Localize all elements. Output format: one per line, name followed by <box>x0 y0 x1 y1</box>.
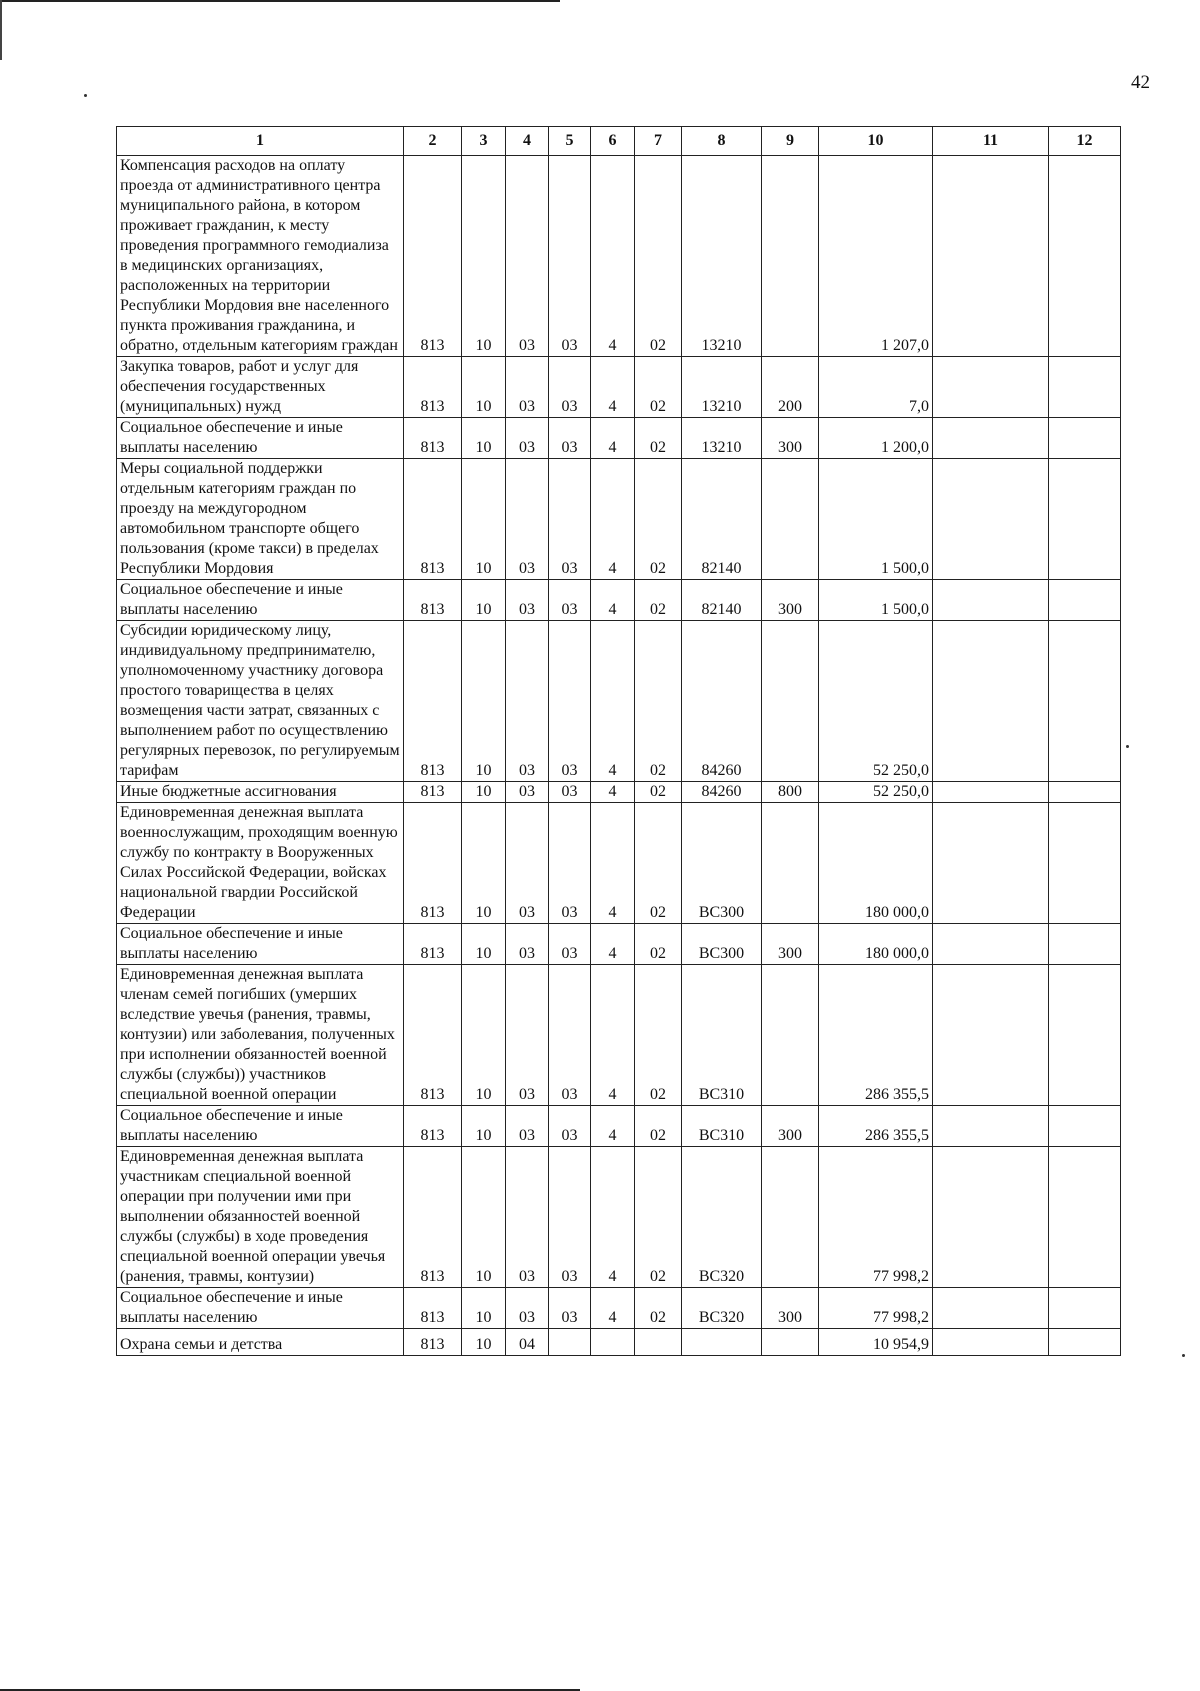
table-row <box>117 156 1121 357</box>
cell-11 <box>933 1288 1049 1329</box>
table-row <box>117 580 1121 621</box>
cell-amount: 286 355,5 <box>819 1106 933 1147</box>
cell-code-9: 300 <box>762 924 819 965</box>
cell-11 <box>933 965 1049 1106</box>
cell-12 <box>1049 580 1121 621</box>
cell-code-7: 02 <box>635 1147 682 1288</box>
row-description: Закупка товаров, работ и услуг для обеспечения государственных (муниципальных) нужд <box>117 357 404 418</box>
cell-code-4: 03 <box>506 459 549 580</box>
row-description: Единовременная денежная выплата военнослужащим, проходящим военную службу по контракту в Вооруженных Силах Российской Федерации, войсках национальной гвардии Российской Федерации <box>117 803 404 924</box>
cell-code-9 <box>762 621 819 782</box>
cell-12 <box>1049 459 1121 580</box>
cell-code-8: 82140 <box>682 459 762 580</box>
table-row <box>117 621 1121 782</box>
table-row <box>117 1147 1121 1288</box>
col-header: 6 <box>591 127 635 156</box>
cell-12 <box>1049 418 1121 459</box>
col-header: 3 <box>462 127 506 156</box>
cell-code-7: 02 <box>635 621 682 782</box>
cell-code-7: 02 <box>635 357 682 418</box>
page-number: 42 <box>1131 72 1150 93</box>
cell-code-4: 03 <box>506 965 549 1106</box>
cell-code-9 <box>762 1329 819 1356</box>
cell-code-5: 03 <box>549 924 591 965</box>
table-row <box>117 459 1121 580</box>
row-description: Социальное обеспечение и иные выплаты населению <box>117 1288 404 1329</box>
cell-amount: 180 000,0 <box>819 924 933 965</box>
cell-11 <box>933 156 1049 357</box>
cell-code-7: 02 <box>635 459 682 580</box>
cell-amount: 77 998,2 <box>819 1147 933 1288</box>
cell-code-6: 4 <box>591 357 635 418</box>
col-header: 12 <box>1049 127 1121 156</box>
cell-code-3: 10 <box>462 924 506 965</box>
cell-amount: 10 954,9 <box>819 1329 933 1356</box>
cell-12 <box>1049 156 1121 357</box>
cell-code-3: 10 <box>462 580 506 621</box>
cell-code-5: 03 <box>549 580 591 621</box>
col-header: 1 <box>117 127 404 156</box>
header-row <box>117 127 1121 156</box>
row-description: Иные бюджетные ассигнования <box>117 782 404 803</box>
cell-code-8: ВС300 <box>682 924 762 965</box>
table-row <box>117 924 1121 965</box>
budget-table <box>116 126 1121 1356</box>
cell-code-5: 03 <box>549 1106 591 1147</box>
row-description: Единовременная денежная выплата участникам специальной военной операции при получении ими при выполнении обязанностей военной службы (службы) в ходе проведения специальной военной операции увечья (ранения, травмы, контузии) <box>117 1147 404 1288</box>
cell-code-3: 10 <box>462 357 506 418</box>
cell-code-3: 10 <box>462 965 506 1106</box>
cell-code-4: 03 <box>506 418 549 459</box>
cell-code-6: 4 <box>591 965 635 1106</box>
cell-code-6: 4 <box>591 156 635 357</box>
cell-code-4: 03 <box>506 1106 549 1147</box>
cell-code-8: ВС320 <box>682 1147 762 1288</box>
cell-code-7: 02 <box>635 418 682 459</box>
cell-code-7: 02 <box>635 156 682 357</box>
cell-code-2: 813 <box>404 1288 462 1329</box>
col-header: 7 <box>635 127 682 156</box>
col-header: 8 <box>682 127 762 156</box>
table-row <box>117 803 1121 924</box>
cell-12 <box>1049 1106 1121 1147</box>
cell-code-2: 813 <box>404 1106 462 1147</box>
cell-code-6: 4 <box>591 1288 635 1329</box>
table-row <box>117 418 1121 459</box>
cell-amount: 1 500,0 <box>819 459 933 580</box>
cell-code-2: 813 <box>404 1329 462 1356</box>
cell-11 <box>933 1147 1049 1288</box>
cell-code-2: 813 <box>404 1147 462 1288</box>
cell-amount: 7,0 <box>819 357 933 418</box>
cell-code-3: 10 <box>462 1288 506 1329</box>
cell-code-3: 10 <box>462 1147 506 1288</box>
cell-code-2: 813 <box>404 965 462 1106</box>
scan-edge-top <box>0 0 560 2</box>
cell-code-8 <box>682 1329 762 1356</box>
cell-code-4: 03 <box>506 924 549 965</box>
cell-code-6: 4 <box>591 580 635 621</box>
cell-code-2: 813 <box>404 621 462 782</box>
cell-code-9: 800 <box>762 782 819 803</box>
cell-code-6: 4 <box>591 621 635 782</box>
cell-12 <box>1049 621 1121 782</box>
cell-code-3: 10 <box>462 782 506 803</box>
cell-code-6: 4 <box>591 1106 635 1147</box>
cell-12 <box>1049 803 1121 924</box>
col-header: 10 <box>819 127 933 156</box>
cell-code-5: 03 <box>549 357 591 418</box>
cell-code-3: 10 <box>462 803 506 924</box>
cell-11 <box>933 803 1049 924</box>
cell-code-6: 4 <box>591 803 635 924</box>
row-description: Социальное обеспечение и иные выплаты населению <box>117 418 404 459</box>
cell-amount: 1 500,0 <box>819 580 933 621</box>
scan-speck <box>84 94 87 97</box>
cell-code-2: 813 <box>404 580 462 621</box>
scan-edge-left <box>0 0 2 60</box>
row-description: Социальное обеспечение и иные выплаты населению <box>117 1106 404 1147</box>
cell-code-9 <box>762 1147 819 1288</box>
table-body <box>117 156 1121 1356</box>
cell-code-4: 03 <box>506 156 549 357</box>
cell-code-6: 4 <box>591 1147 635 1288</box>
cell-code-3: 10 <box>462 418 506 459</box>
cell-amount: 52 250,0 <box>819 782 933 803</box>
cell-11 <box>933 1106 1049 1147</box>
cell-code-7: 02 <box>635 1288 682 1329</box>
cell-code-2: 813 <box>404 924 462 965</box>
scan-speck <box>1182 1354 1185 1357</box>
cell-code-5: 03 <box>549 965 591 1106</box>
cell-code-9: 300 <box>762 580 819 621</box>
cell-11 <box>933 357 1049 418</box>
cell-code-5 <box>549 1329 591 1356</box>
cell-amount: 1 207,0 <box>819 156 933 357</box>
cell-code-6 <box>591 1329 635 1356</box>
cell-12 <box>1049 357 1121 418</box>
cell-code-9: 200 <box>762 357 819 418</box>
cell-11 <box>933 1329 1049 1356</box>
cell-code-3: 10 <box>462 459 506 580</box>
cell-code-2: 813 <box>404 418 462 459</box>
cell-code-5: 03 <box>549 156 591 357</box>
cell-11 <box>933 782 1049 803</box>
cell-12 <box>1049 782 1121 803</box>
row-description: Охрана семьи и детства <box>117 1329 404 1356</box>
row-description: Компенсация расходов на оплату проезда от административного центра муниципального района, в котором проживает гражданин, к месту проведения программного гемодиализа в медицинских организациях, расположенных на территории Республики Мордовия вне населенного пункта проживания гражданина, и обратно, отдельным категориям граждан <box>117 156 404 357</box>
cell-code-7: 02 <box>635 1106 682 1147</box>
cell-code-8: 13210 <box>682 156 762 357</box>
cell-code-4: 03 <box>506 1147 549 1288</box>
cell-code-3: 10 <box>462 1329 506 1356</box>
cell-amount: 180 000,0 <box>819 803 933 924</box>
cell-code-5: 03 <box>549 1147 591 1288</box>
cell-code-8: ВС310 <box>682 1106 762 1147</box>
cell-code-8: ВС320 <box>682 1288 762 1329</box>
cell-code-3: 10 <box>462 1106 506 1147</box>
cell-code-7: 02 <box>635 803 682 924</box>
cell-code-8: ВС300 <box>682 803 762 924</box>
cell-code-8: 82140 <box>682 580 762 621</box>
cell-code-5: 03 <box>549 782 591 803</box>
cell-code-2: 813 <box>404 803 462 924</box>
cell-code-2: 813 <box>404 459 462 580</box>
cell-code-2: 813 <box>404 156 462 357</box>
cell-12 <box>1049 924 1121 965</box>
cell-11 <box>933 924 1049 965</box>
cell-11 <box>933 621 1049 782</box>
table-row <box>117 357 1121 418</box>
cell-code-4: 03 <box>506 580 549 621</box>
cell-code-9: 300 <box>762 1106 819 1147</box>
col-header: 5 <box>549 127 591 156</box>
cell-code-6: 4 <box>591 459 635 580</box>
cell-code-7: 02 <box>635 924 682 965</box>
cell-12 <box>1049 965 1121 1106</box>
cell-code-8: ВС310 <box>682 965 762 1106</box>
cell-code-2: 813 <box>404 357 462 418</box>
cell-code-9 <box>762 156 819 357</box>
cell-12 <box>1049 1329 1121 1356</box>
cell-code-8: 13210 <box>682 418 762 459</box>
row-description: Социальное обеспечение и иные выплаты населению <box>117 924 404 965</box>
cell-code-6: 4 <box>591 782 635 803</box>
cell-code-5: 03 <box>549 1288 591 1329</box>
cell-code-8: 84260 <box>682 621 762 782</box>
row-description: Единовременная денежная выплата членам семей погибших (умерших вследствие увечья (ранения, травмы, контузии) или заболевания, полученных при исполнении обязанностей военной службы (службы)) участников специальной военной операции <box>117 965 404 1106</box>
cell-code-4: 03 <box>506 621 549 782</box>
cell-code-4: 03 <box>506 1288 549 1329</box>
col-header: 9 <box>762 127 819 156</box>
cell-amount: 77 998,2 <box>819 1288 933 1329</box>
cell-code-6: 4 <box>591 418 635 459</box>
cell-code-7: 02 <box>635 965 682 1106</box>
cell-code-9 <box>762 965 819 1106</box>
cell-amount: 1 200,0 <box>819 418 933 459</box>
cell-code-4: 03 <box>506 782 549 803</box>
cell-code-8: 84260 <box>682 782 762 803</box>
cell-code-7: 02 <box>635 782 682 803</box>
cell-11 <box>933 418 1049 459</box>
row-description: Социальное обеспечение и иные выплаты населению <box>117 580 404 621</box>
cell-11 <box>933 459 1049 580</box>
cell-code-7: 02 <box>635 580 682 621</box>
row-description: Субсидии юридическому лицу, индивидуальному предпринимателю, уполномоченному участнику договора простого товарищества в целях возмещения части затрат, связанных с выполнением работ по осуществлению регулярных перевозок, по регулируемым тарифам <box>117 621 404 782</box>
cell-code-5: 03 <box>549 418 591 459</box>
cell-code-9 <box>762 459 819 580</box>
cell-code-3: 10 <box>462 156 506 357</box>
cell-code-5: 03 <box>549 621 591 782</box>
col-header: 2 <box>404 127 462 156</box>
cell-code-9: 300 <box>762 418 819 459</box>
cell-code-9: 300 <box>762 1288 819 1329</box>
table-row <box>117 1329 1121 1356</box>
table-row <box>117 1106 1121 1147</box>
cell-code-2: 813 <box>404 782 462 803</box>
cell-code-3: 10 <box>462 621 506 782</box>
cell-11 <box>933 580 1049 621</box>
cell-12 <box>1049 1288 1121 1329</box>
cell-amount: 286 355,5 <box>819 965 933 1106</box>
col-header: 4 <box>506 127 549 156</box>
col-header: 11 <box>933 127 1049 156</box>
scan-speck <box>1126 745 1129 748</box>
table-row <box>117 782 1121 803</box>
cell-code-5: 03 <box>549 803 591 924</box>
cell-code-5: 03 <box>549 459 591 580</box>
cell-code-4: 04 <box>506 1329 549 1356</box>
cell-code-6: 4 <box>591 924 635 965</box>
cell-code-7 <box>635 1329 682 1356</box>
row-description: Меры социальной поддержки отдельным категориям граждан по проезду на междугородном автомобильном транспорте общего пользования (кроме такси) в пределах Республики Мордовия <box>117 459 404 580</box>
cell-code-9 <box>762 803 819 924</box>
cell-code-4: 03 <box>506 803 549 924</box>
cell-code-8: 13210 <box>682 357 762 418</box>
cell-code-4: 03 <box>506 357 549 418</box>
table-row <box>117 1288 1121 1329</box>
cell-12 <box>1049 1147 1121 1288</box>
table-row <box>117 965 1121 1106</box>
cell-amount: 52 250,0 <box>819 621 933 782</box>
